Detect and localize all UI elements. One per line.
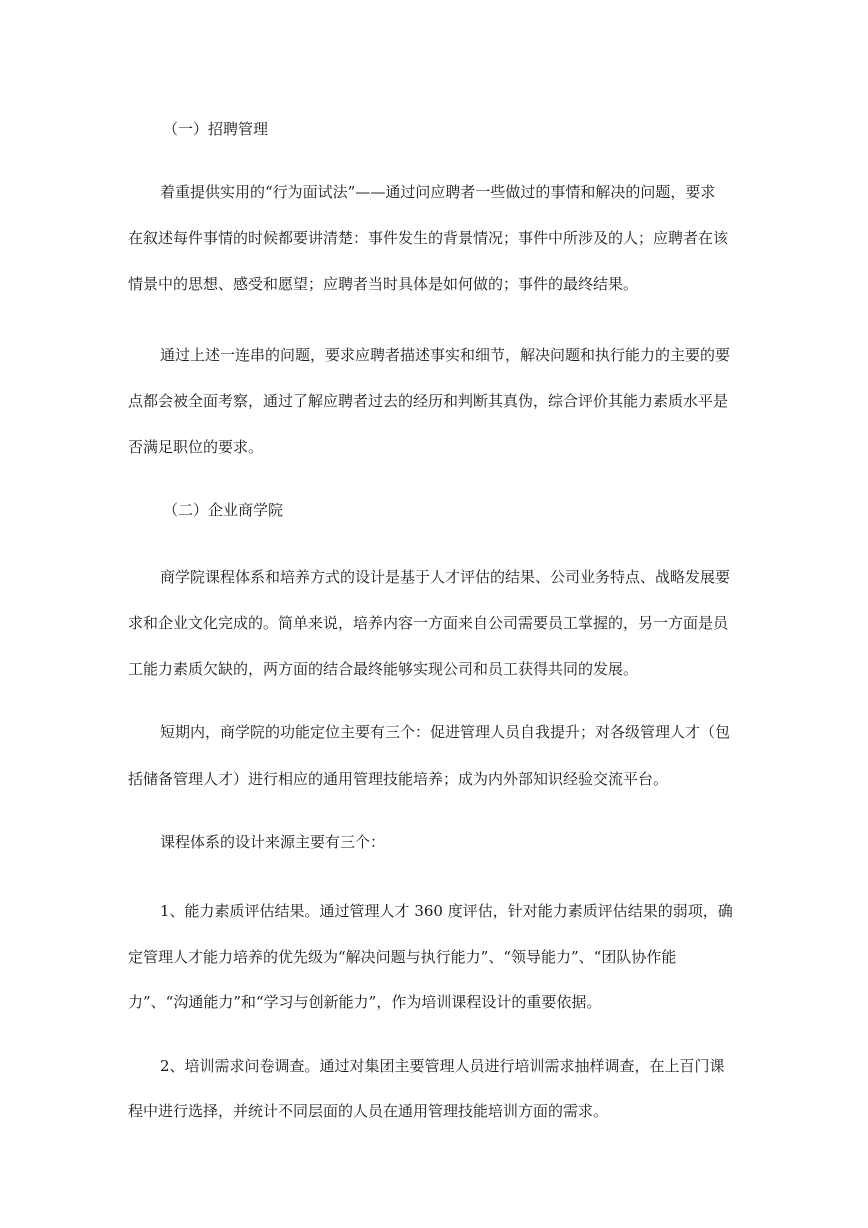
paragraph-line: 短期内，商学院的功能定位主要有三个：促进管理人员自我提升；对各级管理人才（包 bbox=[160, 723, 731, 741]
paragraph-line: 求和企业文化完成的。简单来说，培养内容一方面来自公司需要员工掌握的，另一方面是员 bbox=[128, 614, 729, 632]
paragraph-line: 商学院课程体系和培养方式的设计是基于人才评估的结果、公司业务特点、战略发展要 bbox=[160, 568, 731, 586]
paragraph-line: 情景中的思想、感受和愿望；应聘者当时具体是如何做的；事件的最终结果。 bbox=[128, 275, 639, 293]
paragraph-line: 点都会被全面考察，通过了解应聘者过去的经历和判断其真伪，综合评价其能力素质水平是 bbox=[128, 392, 729, 410]
paragraph-line: 否满足职位的要求。 bbox=[128, 438, 264, 456]
section-heading-business-school: （二）企业商学院 bbox=[163, 501, 284, 519]
section-heading-recruitment: （一）招聘管理 bbox=[163, 120, 269, 138]
paragraph-line: 在叙述每件事情的时候都要讲清楚：事件发生的背景情况；事件中所涉及的人；应聘者在该 bbox=[128, 229, 729, 247]
list-item-line: 力”、“沟通能力”和“学习与创新能力”，作为培训课程设计的重要依据。 bbox=[128, 993, 602, 1011]
list-item-line: 程中进行选择，并统计不同层面的人员在通用管理技能培训方面的需求。 bbox=[128, 1102, 609, 1120]
list-item-line: 2、培训需求问卷调查。通过对集团主要管理人员进行培训需求抽样调查，在上百门课 bbox=[160, 1057, 725, 1075]
paragraph-line: 课程体系的设计来源主要有三个： bbox=[160, 833, 386, 851]
list-item-line: 1、能力素质评估结果。通过管理人才 360 度评估，针对能力素质评估结果的弱项，确 bbox=[160, 902, 733, 920]
list-item-line: 定管理人才能力培养的优先级为“解决问题与执行能力”、“领导能力”、“团队协作能 bbox=[128, 948, 677, 966]
paragraph-line: 通过上述一连串的问题，要求应聘者描述事实和细节，解决问题和执行能力的主要的要 bbox=[160, 346, 731, 364]
paragraph-line: 着重提供实用的“行为面试法”——通过问应聘者一些做过的事情和解决的问题，要求 bbox=[160, 183, 716, 201]
paragraph-line: 工能力素质欠缺的，两方面的结合最终能够实现公司和员工获得共同的发展。 bbox=[128, 660, 639, 678]
paragraph-line: 括储备管理人才）进行相应的通用管理技能培养；成为内外部知识经验交流平台。 bbox=[128, 770, 669, 788]
